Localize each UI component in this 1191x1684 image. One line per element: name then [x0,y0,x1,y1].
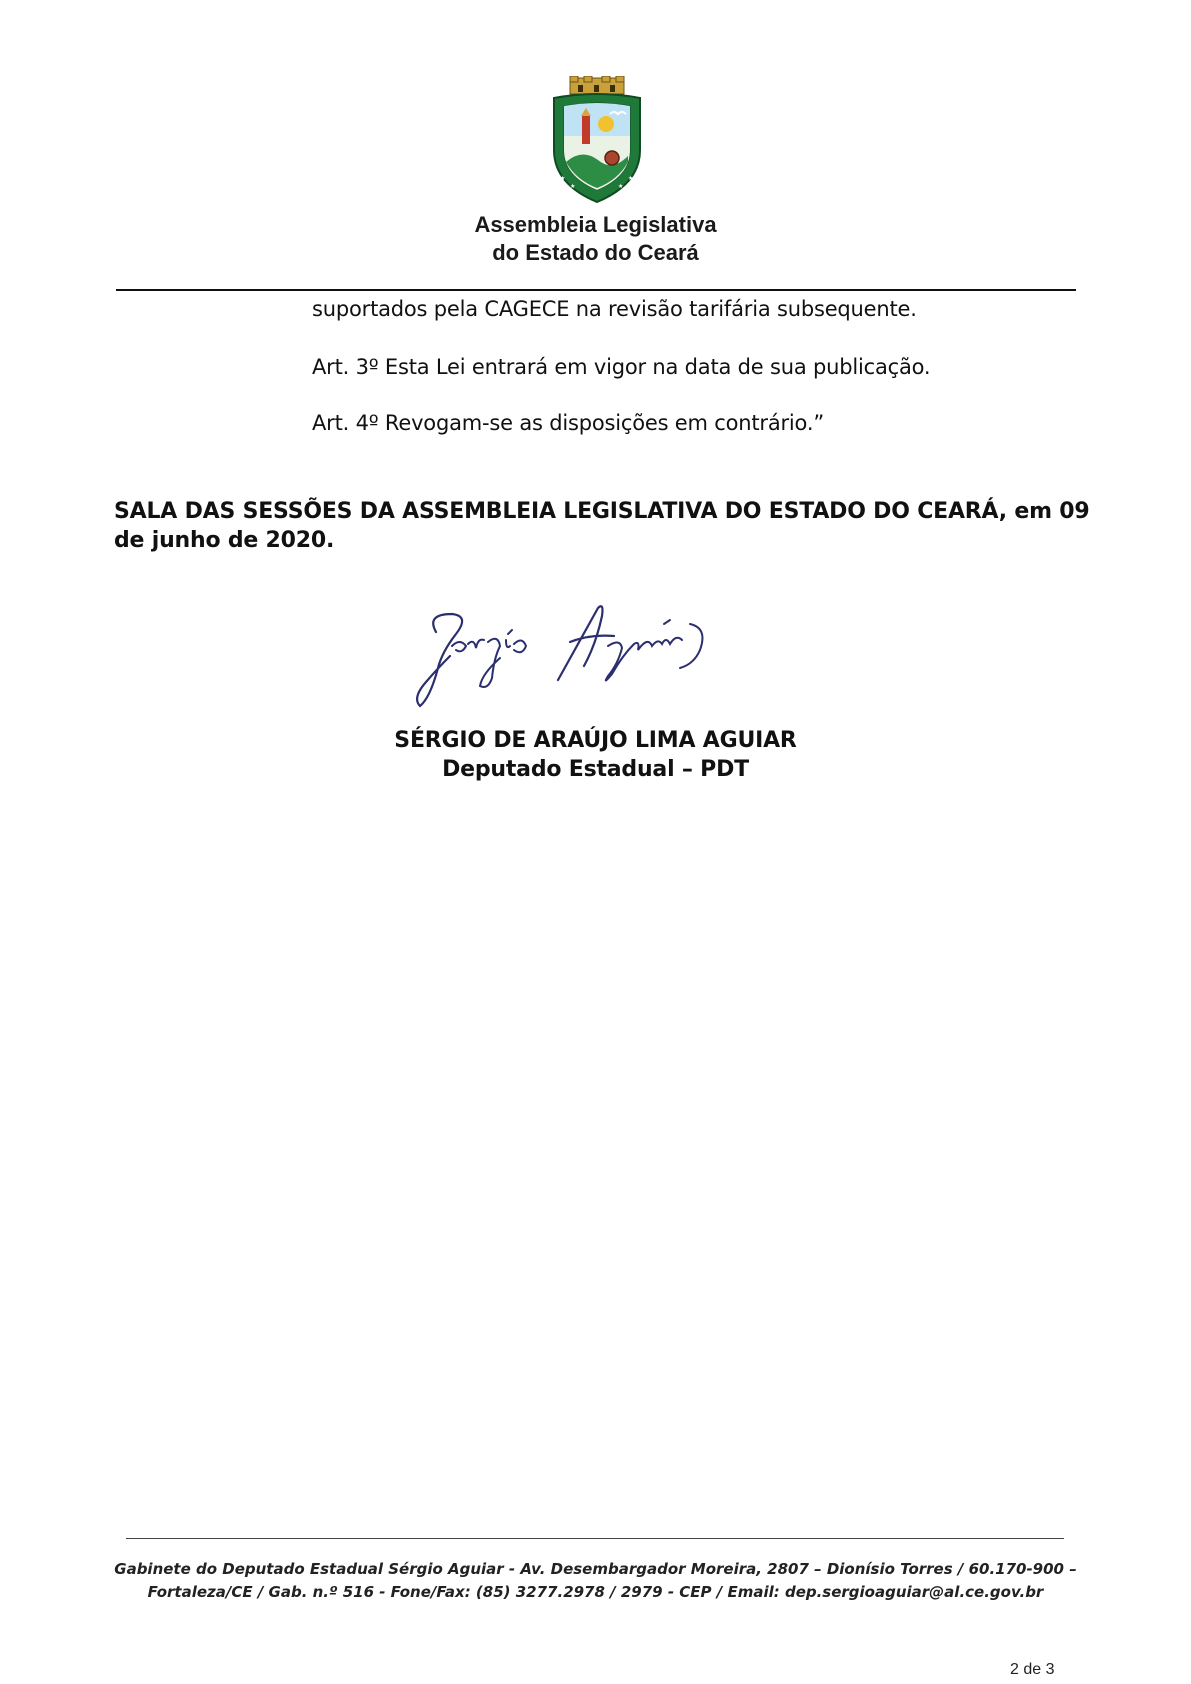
svg-text:★: ★ [570,183,576,190]
signatory-title: Deputado Estadual – PDT [442,757,749,782]
handwritten-signature [408,594,758,714]
header-divider [116,289,1076,291]
signatory-name: SÉRGIO DE ARAÚJO LIMA AGUIAR [394,728,797,753]
footer-address-line1: Gabinete do Deputado Estadual Sérgio Aguiar - Av. Desembargador Moreira, 2807 – Dionísio Torres / 60.170-900 – [114,1560,1077,1578]
paragraph-art-4: Art. 4º Revogam-se as disposições em contrário.” [312,411,824,435]
svg-text:★: ★ [618,183,624,190]
footer-address-line2: Fortaleza/CE / Gab. n.º 516 - Fone/Fax: (85) 3277.2978 / 2979 - CEP / Email: dep.sergioaguiar@al.ce.gov.br [147,1583,1044,1601]
svg-text:★: ★ [628,175,634,182]
page-number: 2 de 3 [1010,1661,1055,1678]
institution-name-line2: do Estado do Ceará [492,240,699,265]
paragraph-1: suportados pela CAGECE na revisão tarifária subsequente. [312,297,917,321]
svg-text:★: ★ [560,175,566,182]
institution-name-line1: Assembleia Legislativa [474,212,717,237]
paragraph-art-3: Art. 3º Esta Lei entrará em vigor na data de sua publicação. [312,355,931,379]
footer-divider [126,1538,1064,1539]
session-closing-text: SALA DAS SESSÕES DA ASSEMBLEIA LEGISLATIVA DO ESTADO DO CEARÁ, em 09 de junho de 2020. [114,499,1090,553]
state-crest-icon [548,76,646,204]
